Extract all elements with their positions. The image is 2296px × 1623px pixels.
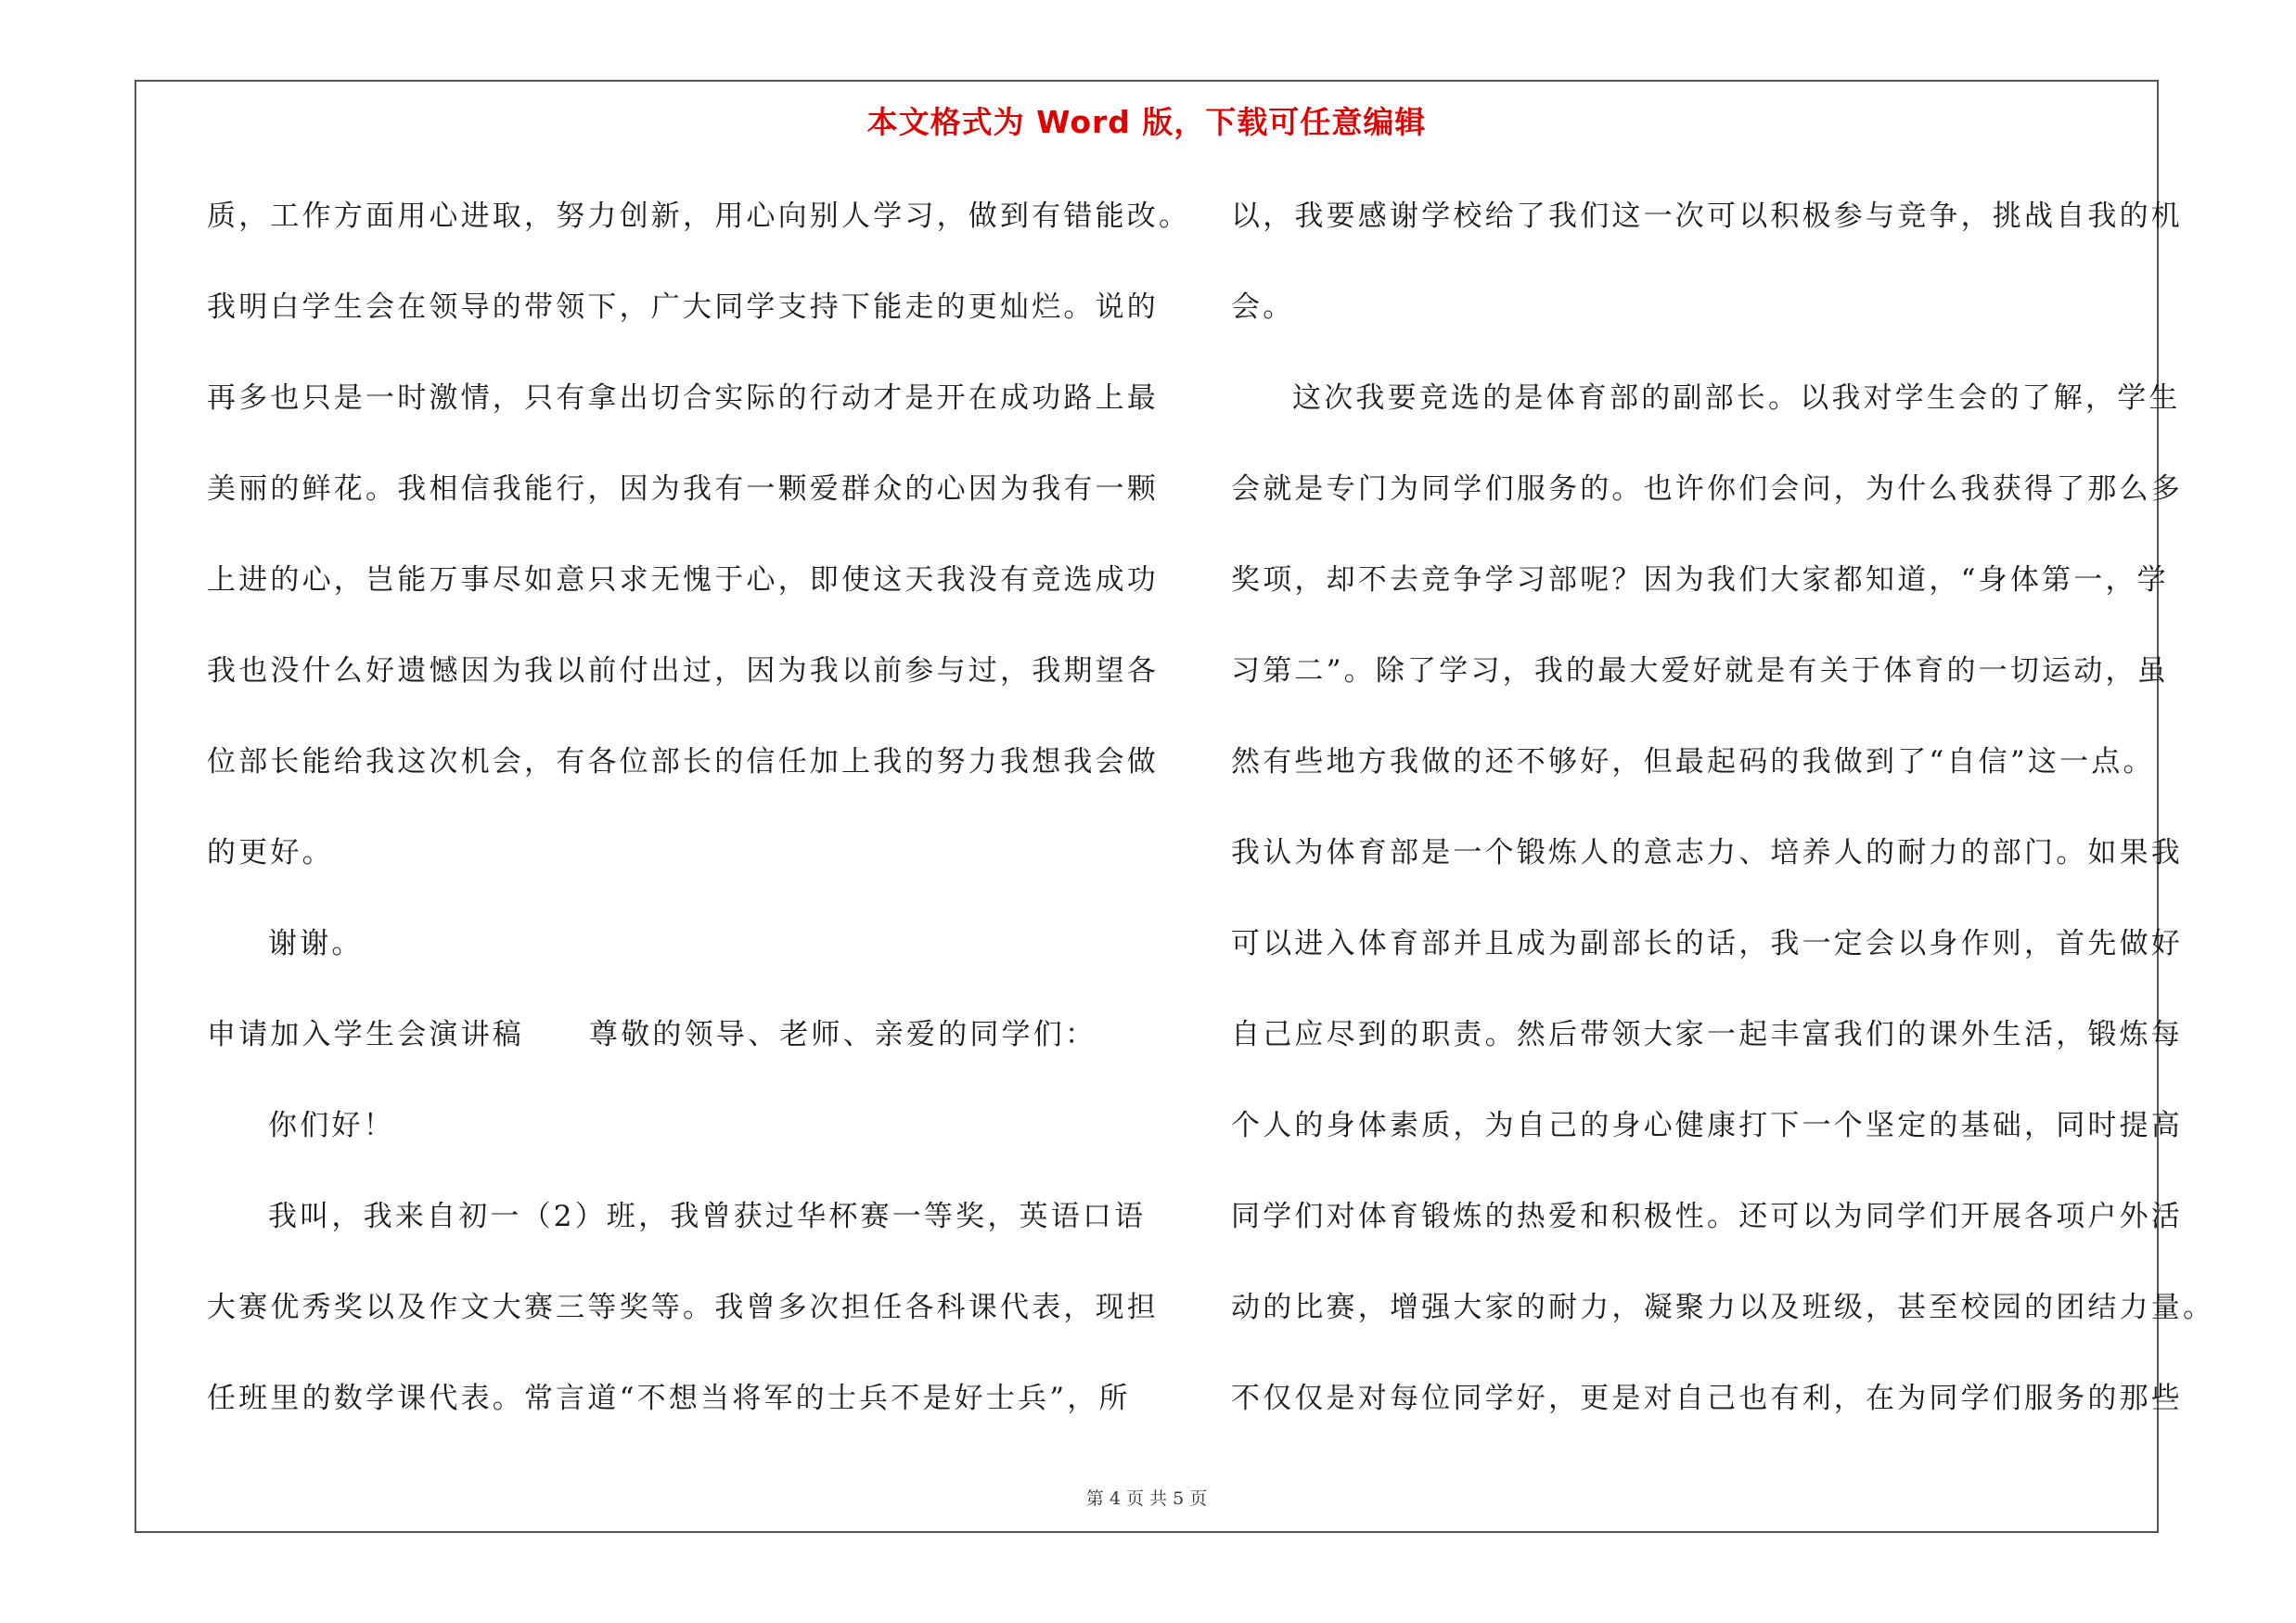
text-line: 我叫，我来自初一（2）班，我曾获过华杯赛一等奖，英语口语 [268, 1200, 1147, 1233]
speech-title-line [207, 989, 1125, 1080]
word-format-banner: 本文格式为 Word 版，下载可任意编辑 [866, 104, 1427, 140]
text-line: 我也没什么好遗憾因为我以前付出过，因为我以前参与过，我期望各 [207, 654, 1159, 688]
salutation: 尊敬的领导、老师、亲爱的同学们： [589, 1018, 1097, 1051]
page-number-footer [136, 1485, 2157, 1510]
text-line: 以，我要感谢学校给了我们这一次可以积极参与竞争，挑战自我的机 [1231, 200, 2183, 233]
text-line: 我明白学生会在领导的带领下，广大同学支持下能走的更灿烂。说的 [207, 290, 1159, 324]
thanks-line: 谢谢。 [268, 927, 364, 960]
footer-middle: 页 共 [1125, 1488, 1168, 1509]
total-page-count: 5 [1173, 1488, 1185, 1509]
footer-suffix: 页 [1189, 1488, 1208, 1509]
text-line: 再多也只是一时激情，只有拿出切合实际的行动才是开在成功路上最 [207, 381, 1159, 415]
text-line: 位部长能给我这次机会，有各位部长的信任加上我的努力我想我会做 [207, 745, 1159, 779]
greeting-line: 你们好！ [268, 1109, 395, 1142]
right-column [1231, 171, 2215, 1444]
text-line: 可以进入体育部并且成为副部长的话，我一定会以身作则，首先做好 [1231, 927, 2183, 960]
text-line: 习第二”。除了学习，我的最大爱好就是有关于体育的一切运动，虽 [1231, 654, 2169, 688]
text-line: 任班里的数学课代表。常言道“不想当将军的士兵不是好士兵”，所 [207, 1382, 1131, 1415]
text-line: 我认为体育部是一个锻炼人的意志力、培养人的耐力的部门。如果我 [1231, 836, 2183, 869]
text-line: 个人的身体素质，为自己的身心健康打下一个坚定的基础，同时提高 [1231, 1109, 2183, 1142]
speech-title: 申请加入学生会演讲稿 [207, 1018, 524, 1051]
footer-prefix: 第 [1085, 1488, 1104, 1509]
page-frame [135, 80, 2215, 1533]
text-line: 自己应尽到的职责。然后带领大家一起丰富我们的课外生活，锻炼每 [1231, 1018, 2183, 1051]
text-line: 奖项，却不去竞争学习部呢？因为我们大家都知道，“身体第一，学 [1231, 563, 2169, 597]
text-line: 这次我要竞选的是体育部的副部长。以我对学生会的了解，学生 [1292, 381, 2181, 415]
text-line: 上进的心，岂能万事尽如意只求无愧于心，即使这天我没有竞选成功 [207, 563, 1159, 597]
text-line: 不仅仅是对每位同学好，更是对自己也有利，在为同学们服务的那些 [1231, 1382, 2183, 1415]
current-page-number: 4 [1109, 1488, 1121, 1509]
text-line: 美丽的鲜花。我相信我能行，因为我有一颗爱群众的心因为我有一颗 [207, 472, 1159, 506]
text-line: 质，工作方面用心进取，努力创新，用心向别人学习，做到有错能改。 [207, 200, 1191, 233]
text-line: 会。 [1231, 290, 1295, 324]
left-column [207, 171, 1191, 1444]
text-line: 会就是专门为同学们服务的。也许你们会问，为什么我获得了那么多 [1231, 472, 2183, 506]
text-line: 然有些地方我做的还不够好，但最起码的我做到了“自信”这一点。 [1231, 745, 2155, 779]
text-line: 大赛优秀奖以及作文大赛三等奖等。我曾多次担任各科课代表，现担 [207, 1291, 1159, 1324]
text-line: 的更好。 [207, 836, 334, 869]
text-line: 同学们对体育锻炼的热爱和积极性。还可以为同学们开展各项户外活 [1231, 1200, 2183, 1233]
text-line: 动的比赛，增强大家的耐力，凝聚力以及班级，甚至校园的团结力量。 [1231, 1291, 2215, 1324]
